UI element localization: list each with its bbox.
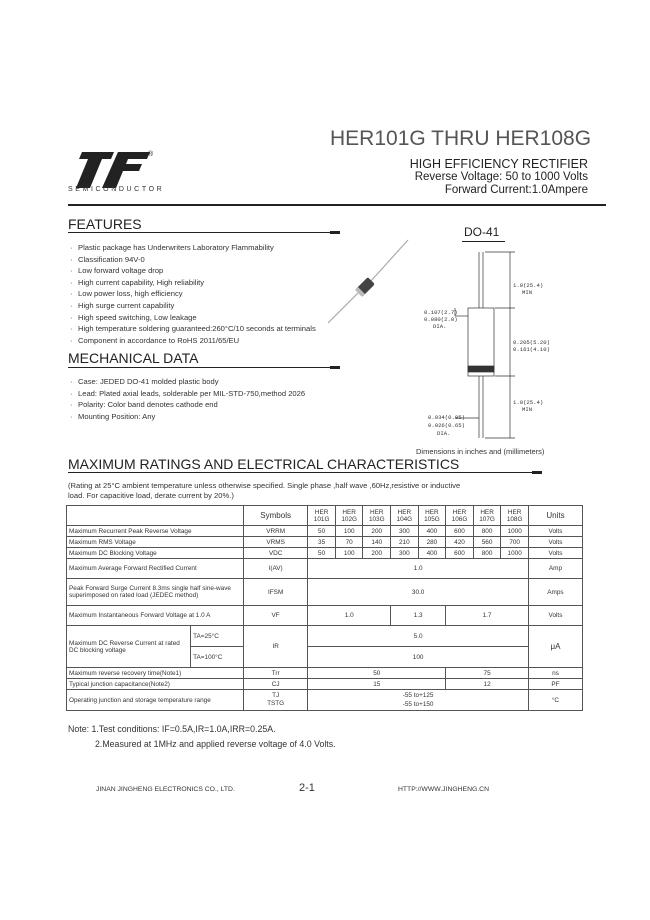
table-cell: °C [528, 690, 582, 711]
table-cell: 50 [308, 668, 446, 679]
footer-page-number: 2-1 [299, 782, 315, 794]
list-item: · Classification 94V-0 [68, 254, 368, 266]
table-cell: Typical junction capacitance(Note2) [67, 679, 244, 690]
table-cell: 30.0 [308, 579, 529, 606]
list-item: · High surge current capability [68, 300, 368, 312]
table-cell: Maximum Recurrent Peak Reverse Voltage [67, 526, 244, 537]
table-cell: Amps [528, 579, 582, 606]
table-cell: Trr [243, 668, 307, 679]
table-cell: Volts [528, 548, 582, 559]
dim-body-dia-label: DIA. [433, 323, 447, 330]
table-cell: Maximum RMS Voltage [67, 537, 244, 548]
list-item: · Mounting Position: Any [68, 411, 388, 423]
list-item: · High current capability, High reliability [68, 277, 368, 289]
table-row [67, 626, 583, 647]
part-header: HER 104G [391, 506, 419, 526]
part-header: HER 102G [335, 506, 363, 526]
table-cell: 1000 [501, 526, 529, 537]
table-cell: VRMS [243, 537, 307, 548]
table-cell: PF [528, 679, 582, 690]
mechanical-tick [330, 366, 340, 369]
symbols-header: Symbols [243, 506, 307, 526]
table-cell: 420 [446, 537, 474, 548]
dim-body-len-1: 0.205(5.20) [513, 339, 550, 346]
table-cell: CJ [243, 679, 307, 690]
note-line-1: Note: 1.Test conditions: IF=0.5A,IR=1.0A,IRR=0.25A. [68, 724, 276, 734]
mechanical-rule [68, 367, 338, 368]
table-cell: 1000 [501, 548, 529, 559]
table-cell: IR [243, 626, 307, 668]
ratings-note-line1: (Rating at 25°C ambient temperature unless otherwise specified. Single phase ,half wave ,60Hz,resistive or inductive [68, 481, 461, 490]
list-item: · Low forward voltage drop [68, 265, 368, 277]
table-cell: 300 [391, 526, 419, 537]
header-divider [68, 204, 606, 206]
table-cell: 560 [473, 537, 501, 548]
units-header: Units [528, 506, 582, 526]
part-header: HER 106G [446, 506, 474, 526]
brand-tagline: SEMICONDUCTOR [68, 186, 165, 193]
table-cell: Volts [528, 606, 582, 626]
table-cell: 1.0 [308, 559, 529, 579]
table-cell: 50 [308, 548, 336, 559]
product-type: HIGH EFFICIENCY RECTIFIER [409, 157, 588, 171]
part-header: HER 108G [501, 506, 529, 526]
ratings-note [68, 481, 588, 501]
table-cell: Maximum DC Blocking Voltage [67, 548, 244, 559]
part-header: HER 103G [363, 506, 391, 526]
table-row [67, 526, 583, 537]
diode-illustration-icon [320, 235, 420, 330]
table-row [67, 690, 583, 711]
dim-body-len-2: 0.161(4.10) [513, 346, 550, 353]
table-cell: 400 [418, 526, 446, 537]
list-item: · Polarity: Color band denotes cathode end [68, 399, 388, 411]
table-cell: Maximum reverse recovery time(Note1) [67, 668, 244, 679]
table-cell: 140 [363, 537, 391, 548]
features-rule [68, 232, 338, 233]
dim-lead-dia-2: 0.026(0.65) [428, 422, 465, 429]
table-cell: I(AV) [243, 559, 307, 579]
table-header-blank [67, 506, 244, 526]
ratings-heading: MAXIMUM RATINGS AND ELECTRICAL CHARACTERISTICS [68, 456, 460, 472]
dimensions-note: Dimensions in inches and (millimeters) [416, 447, 545, 456]
mechanical-heading: MECHANICAL DATA [68, 350, 199, 366]
table-cell: μA [528, 626, 582, 668]
part-range-title: HER101G THRU HER108G [330, 127, 592, 150]
table-row [67, 606, 583, 626]
features-tick [330, 231, 340, 234]
footer-website: HTTP://WWW.JINGHENG.CN [398, 786, 489, 793]
list-item: · High speed switching, Low leakage [68, 312, 368, 324]
dim-lead-top-min: MIN [522, 289, 533, 296]
dim-lead-bottom-min: MIN [522, 406, 533, 413]
registered-mark: ® [148, 151, 154, 158]
table-cell: 5.0 [308, 626, 529, 647]
table-cell: 800 [473, 526, 501, 537]
ratings-rule [68, 472, 540, 473]
table-cell: IFSM [243, 579, 307, 606]
table-cell: 1.3 [391, 606, 446, 626]
table-row [67, 537, 583, 548]
dim-lead-top: 1.0(25.4) [513, 282, 544, 289]
table-cell: VF [243, 606, 307, 626]
package-name: DO-41 [462, 225, 505, 242]
list-item: · Case: JEDED DO-41 molded plastic body [68, 376, 388, 388]
table-cell: ns [528, 668, 582, 679]
reverse-voltage: Reverse Voltage: 50 to 1000 Volts [414, 171, 588, 183]
footer-company: JINAN JINGHENG ELECTRONICS CO., LTD. [96, 786, 235, 793]
table-cell: Amp [528, 559, 582, 579]
table-cell: -55 to+125 -55 to+150 [308, 690, 529, 711]
table-row [67, 559, 583, 579]
forward-current: Forward Current:1.0Ampere [444, 184, 588, 196]
table-cell: 400 [418, 548, 446, 559]
table-cell: Maximum Instantaneous Forward Voltage at 1.0 A [67, 606, 244, 626]
table-row [67, 668, 583, 679]
table-cell: 280 [418, 537, 446, 548]
table-cell: VRRM [243, 526, 307, 537]
table-cell: Maximum Average Forward Rectified Current [67, 559, 244, 579]
list-item: · High temperature soldering guaranteed:260°C/10 seconds at terminals [68, 323, 368, 335]
dim-body-dia-1: 0.107(2.7) [424, 309, 458, 316]
table-cell: 210 [391, 537, 419, 548]
features-heading: FEATURES [68, 216, 142, 232]
table-row [67, 679, 583, 690]
table-cell: 300 [391, 548, 419, 559]
table-cell: Maximum DC Reverse Current at rated DC blocking voltage [67, 626, 191, 668]
table-cell: 15 [308, 679, 446, 690]
table-cell: TA=100°C [191, 647, 244, 668]
table-cell: 600 [446, 548, 474, 559]
dim-body-dia-2: 0.080(2.0) [424, 316, 458, 323]
ratings-table [66, 505, 583, 711]
table-cell: 35 [308, 537, 336, 548]
table-cell: TA=25°C [191, 626, 244, 647]
part-header: HER 101G [308, 506, 336, 526]
table-cell: 1.7 [446, 606, 529, 626]
table-cell: 12 [446, 679, 529, 690]
table-cell: 800 [473, 548, 501, 559]
part-header: HER 105G [418, 506, 446, 526]
dim-lead-dia-1: 0.034(0.85) [428, 414, 465, 421]
table-cell: 100 [335, 526, 363, 537]
dim-lead-dia-label: DIA. [437, 430, 451, 437]
ratings-tick [532, 471, 542, 474]
list-item: · Lead: Plated axial leads, solderable per MIL-STD-750,method 2026 [68, 388, 388, 400]
table-cell: 600 [446, 526, 474, 537]
table-cell: Volts [528, 537, 582, 548]
table-cell: TJ TSTG [243, 690, 307, 711]
table-cell: 200 [363, 548, 391, 559]
table-row [67, 579, 583, 606]
ratings-note-line2: load. For capacitive load, derate current by 20%.) [68, 491, 234, 500]
table-cell: Volts [528, 526, 582, 537]
part-header: HER 107G [473, 506, 501, 526]
table-cell: VDC [243, 548, 307, 559]
list-item: · Component in accordance to RoHS 2011/65/EU [68, 335, 368, 347]
table-cell: 70 [335, 537, 363, 548]
table-cell: Peak Forward Surge Current 8.3ms single half sine-wave superimposed on rated load (JEDEC method) [67, 579, 244, 606]
table-cell: 100 [335, 548, 363, 559]
table-cell: 75 [446, 668, 529, 679]
mechanical-list [68, 376, 388, 422]
table-cell: 1.0 [308, 606, 391, 626]
table-cell: 100 [308, 647, 529, 668]
dim-lead-bottom: 1.0(25.4) [513, 399, 544, 406]
list-item: · Plastic package has Underwriters Laboratory Flammability [68, 242, 368, 254]
note-line-2: 2.Measured at 1MHz and applied reverse voltage of 4.0 Volts. [95, 739, 336, 749]
table-cell: 700 [501, 537, 529, 548]
table-cell: Operating junction and storage temperature range [67, 690, 244, 711]
table-header-row [67, 506, 583, 526]
table-cell: 200 [363, 526, 391, 537]
list-item: · Low power loss, high efficiency [68, 288, 368, 300]
table-row [67, 548, 583, 559]
table-cell: 50 [308, 526, 336, 537]
